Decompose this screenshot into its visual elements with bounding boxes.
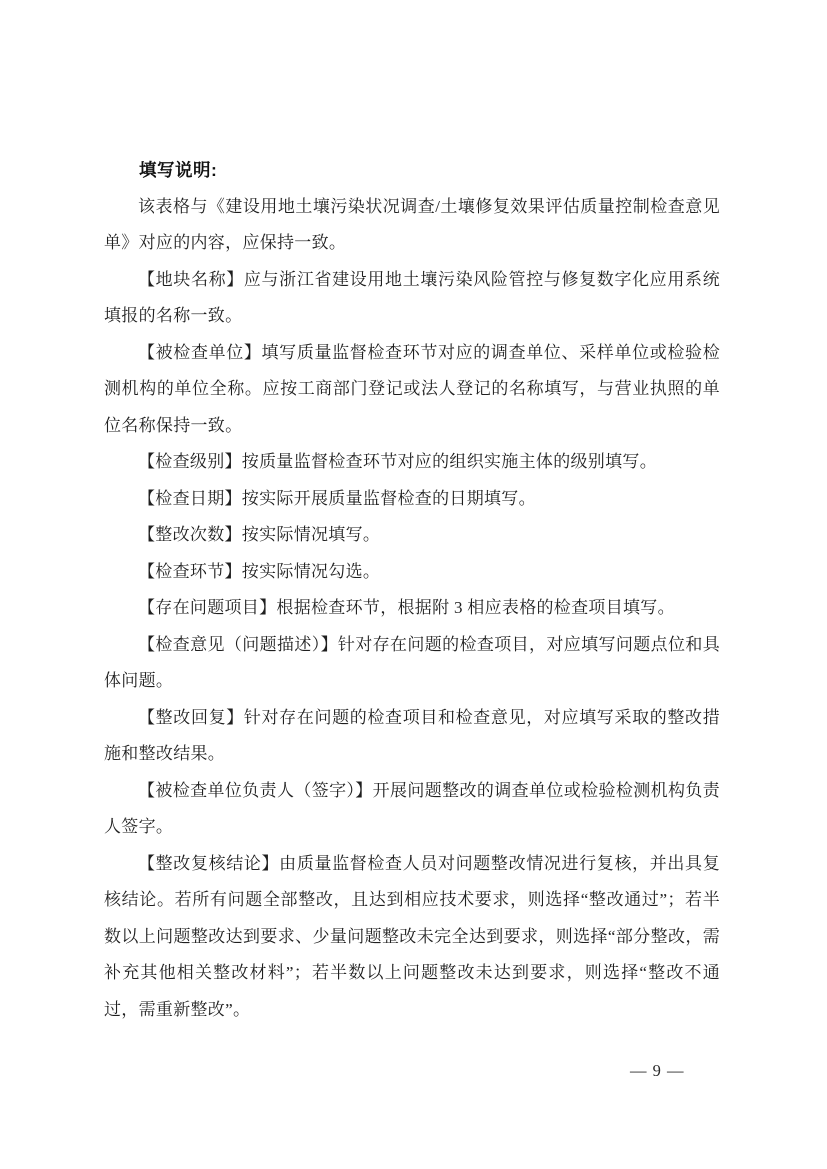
page-number: — 9 —	[630, 1061, 685, 1080]
paragraph-site-name: 【地块名称】应与浙江省建设用地土壤污染风险管控与修复数字化应用系统填报的名称一致。	[104, 269, 720, 325]
paragraph-inspection-stage: 【检查环节】按实际情况勾选。	[138, 561, 381, 581]
paragraph-inspection-opinion: 【检查意见（问题描述）】针对存在问题的检查项目，对应填写问题点位和具体问题。	[104, 634, 720, 690]
paragraph-rectification-count: 【整改次数】按实际情况填写。	[138, 525, 381, 544]
paragraph-review-conclusion: 【整改复核结论】由质量监督检查人员对问题整改情况进行复核，并出具复核结论。若所有问题全部整改，且达到相应技术要求，则选择“整改通过”；若半数以上问题整改达到要求、少量问题整改未完全达到要求，则选择“部分整改，需补充其他相关整改材料”；若半数以上问题整改未达到要求，则选择“整改不通过，需重新整改”。	[104, 853, 720, 1019]
paragraph-inspection-date: 【检查日期】按实际开展质量监督检查的日期填写。	[138, 488, 536, 508]
paragraph-problem-items: 【存在问题项目】根据检查环节，根据附 3 相应表格的检查项目填写。	[138, 598, 675, 617]
paragraph-inspected-unit: 【被检查单位】填写质量监督检查环节对应的调查单位、采样单位或检验检测机构的单位全称。应按工商部门登记或法人登记的名称填写，与营业执照的单位名称保持一致。	[104, 342, 720, 435]
paragraph-rectification-reply: 【整改回复】针对存在问题的检查项目和检查意见，对应填写采取的整改措施和整改结果。	[104, 707, 720, 763]
document-body	[104, 152, 720, 1028]
paragraph-table-intro: 该表格与《建设用地土壤污染状况调查/土壤修复效果评估质量控制检查意见单》对应的内容，应保持一致。	[104, 196, 720, 252]
paragraph-responsible-signature: 【被检查单位负责人（签字）】开展问题整改的调查单位或检验检测机构负责人签字。	[104, 780, 720, 836]
section-heading: 填写说明:	[139, 160, 218, 180]
paragraph-inspection-level: 【检查级别】按质量监督检查环节对应的组织实施主体的级别填写。	[138, 452, 657, 471]
page-footer	[630, 1056, 685, 1086]
